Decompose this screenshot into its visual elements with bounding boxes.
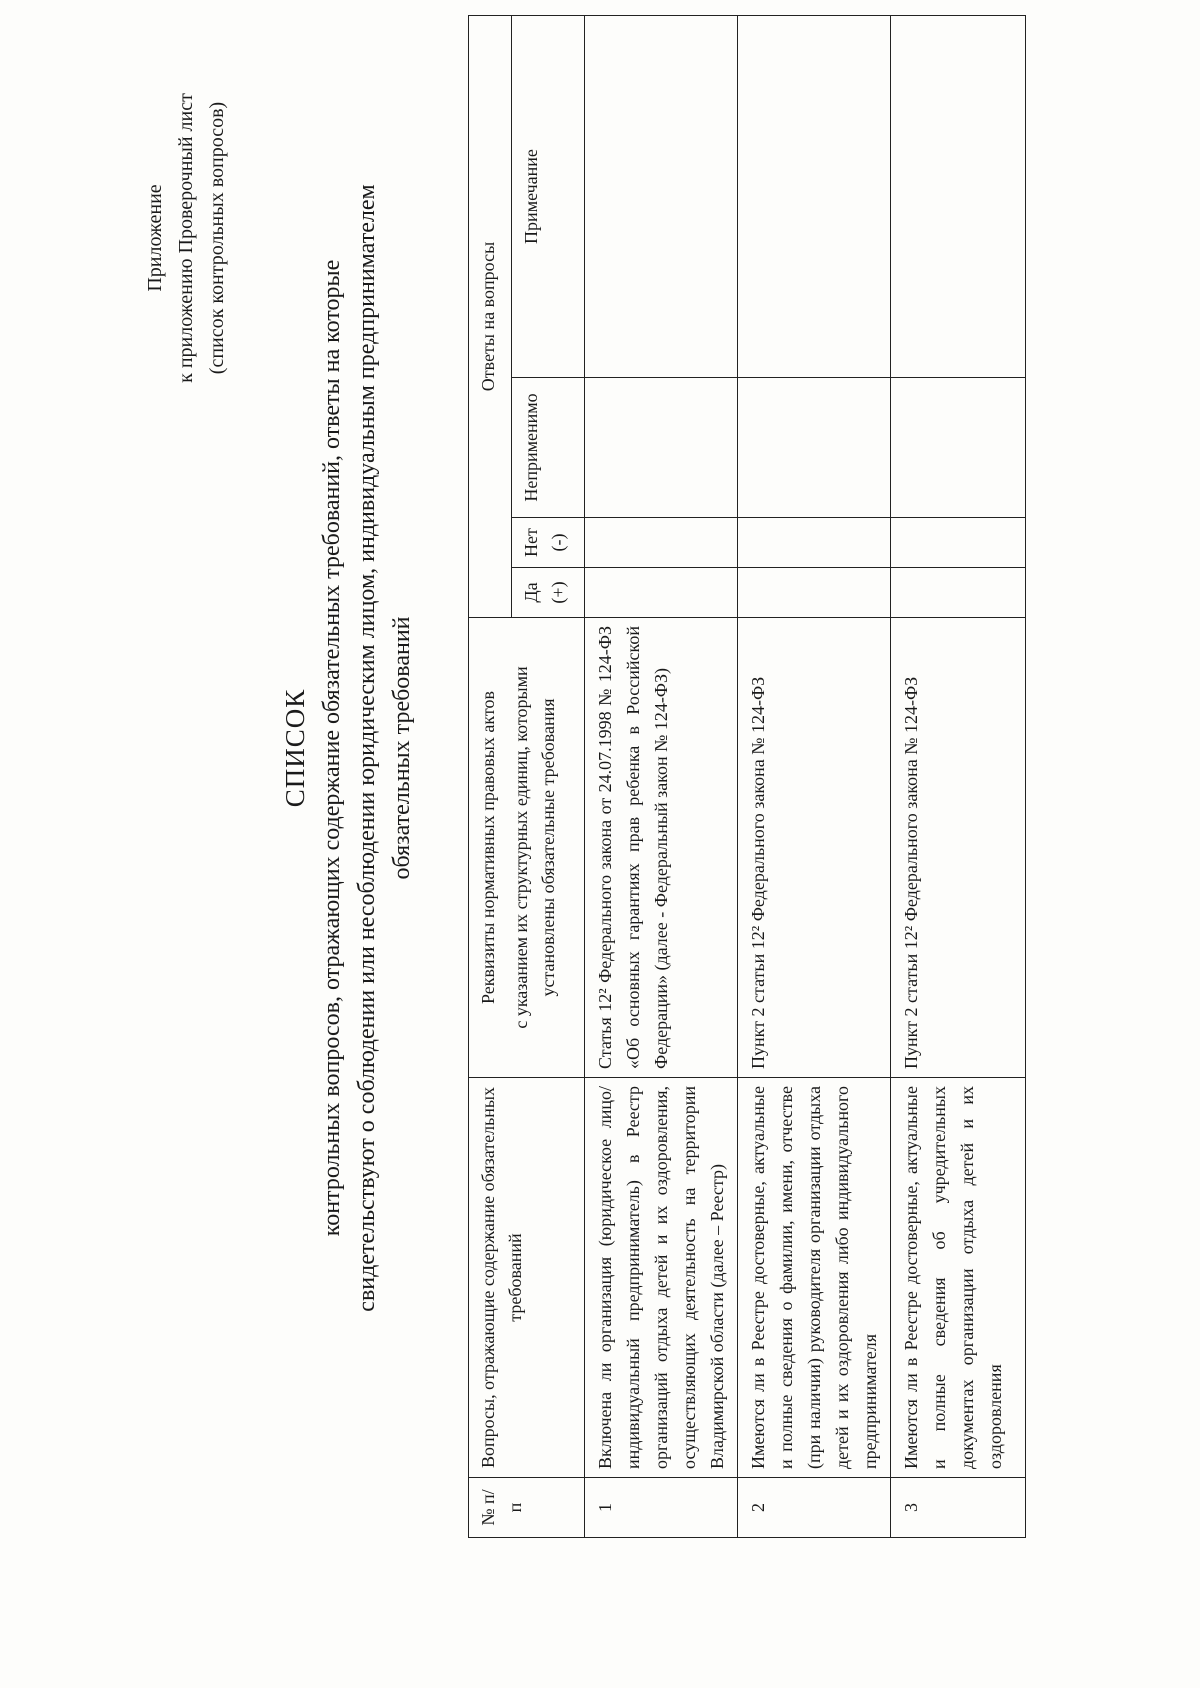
row-requisite: Пункт 2 статьи 12² Федерального закона № 124-ФЗ [890, 618, 1025, 1078]
appendix-line-1: Приложение [144, 184, 166, 292]
answer-na-cell[interactable] [890, 378, 1025, 518]
answer-note-cell[interactable] [890, 16, 1025, 378]
answer-no-cell[interactable] [737, 518, 890, 568]
answer-note-cell[interactable] [584, 16, 737, 378]
header-note: Примечание [512, 16, 584, 378]
row-question: Имеются ли в Реестре достоверные, актуальные и полные сведения о фамилии, имени, отчестве (при наличии) руководителя организации отдыха детей и их оздоровления либо индивидуального предпринимателя [737, 1078, 890, 1478]
answer-no-cell[interactable] [890, 518, 1025, 568]
appendix-note [140, 68, 233, 408]
header-yes: Да (+) [512, 568, 584, 618]
appendix-line-2: к приложению Проверочный лист [175, 93, 197, 383]
answer-na-cell[interactable] [737, 378, 890, 518]
row-question: Имеются ли в Реестре достоверные, актуальные и полные сведения об учредительных документах организации отдыха детей и их оздоровления [890, 1078, 1025, 1478]
answer-yes-cell[interactable] [890, 568, 1025, 618]
table-row [584, 16, 737, 1538]
answer-yes-cell[interactable] [584, 568, 737, 618]
header-no: Нет (-) [512, 518, 584, 568]
header-questions: Вопросы, отражающие содержание обязательных требований [469, 1078, 585, 1478]
appendix-line-3: (список контрольных вопросов) [206, 101, 228, 375]
row-num: 1 [584, 1478, 737, 1538]
document-heading [280, 38, 420, 1458]
header-row-1 [469, 16, 512, 1538]
table-row [890, 16, 1025, 1538]
page-title: СПИСОК [280, 688, 310, 808]
heading-line-2: свидетельствуют о соблюдении или несоблюдении юридическим лицом, индивидуальным предпринимателем [354, 184, 380, 1312]
header-not-applicable: Неприменимо [512, 378, 584, 518]
checklist-table [468, 15, 1026, 1538]
answer-note-cell[interactable] [737, 16, 890, 378]
row-num: 2 [737, 1478, 890, 1538]
header-answers: Ответы на вопросы [469, 16, 512, 618]
answer-yes-cell[interactable] [737, 568, 890, 618]
row-requisite: Пункт 2 статьи 12² Федерального закона № 124-ФЗ [737, 618, 890, 1078]
row-num: 3 [890, 1478, 1025, 1538]
heading-line-1: контрольных вопросов, отражающих содержание обязательных требований, ответы на которые [319, 259, 345, 1237]
heading-line-3: обязательных требований [389, 616, 415, 880]
row-question: Включена ли организация (юридическое лицо/индивидуальный предприниматель) в Реестр организаций отдыха детей и их оздоровления, осуществляющих деятельность на территории Владимирской области (далее – Реестр) [584, 1078, 737, 1478]
row-requisite: Статья 12² Федерального закона от 24.07.1998 № 124-ФЗ «Об основных гарантиях прав ребенка в Российской Федерации» (далее - Федеральный закон № 124-ФЗ) [584, 618, 737, 1078]
header-requisites [469, 618, 585, 1078]
table-row [737, 16, 890, 1538]
header-num: № п/п [469, 1478, 585, 1538]
header-requisites-sub: с указанием их структурных единиц, которыми установлены обязательные требования [511, 666, 558, 1029]
answer-no-cell[interactable] [584, 518, 737, 568]
header-requisites-top: Реквизиты нормативных правовых актов [478, 691, 498, 1004]
answer-na-cell[interactable] [584, 378, 737, 518]
